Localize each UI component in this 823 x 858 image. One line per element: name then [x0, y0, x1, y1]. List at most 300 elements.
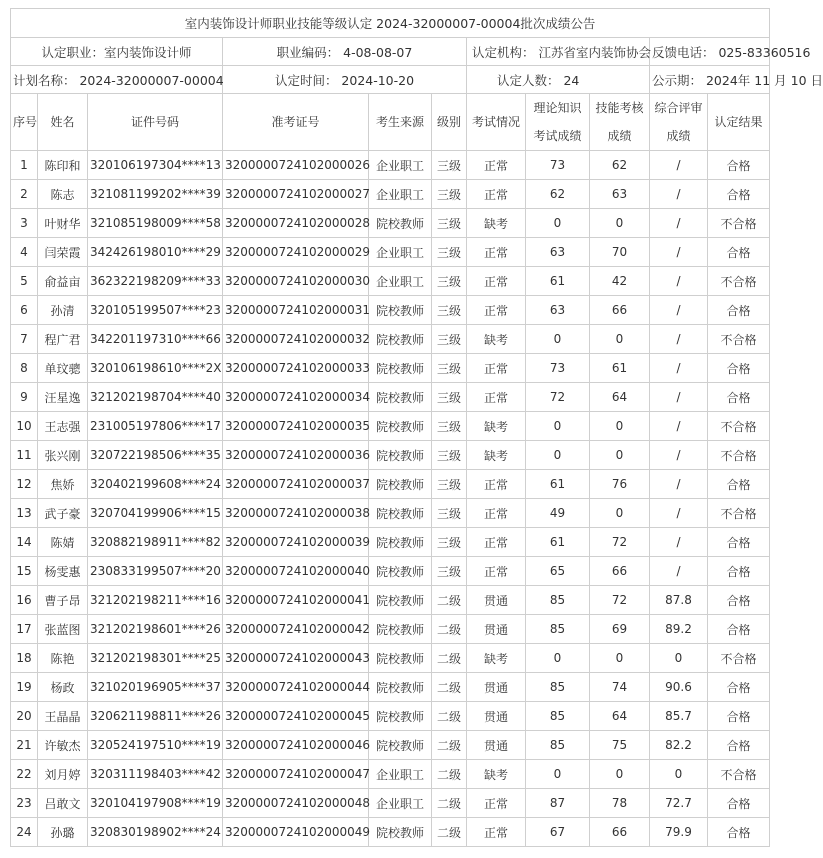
cell-result: 合格 — [708, 702, 770, 731]
score-table — [10, 8, 823, 847]
header-eval-line1: 综合评审 — [654, 101, 703, 115]
cell-source: 院校教师 — [369, 354, 432, 383]
cell-id: 320704199906****15 — [88, 499, 223, 528]
cell-name: 闫荣霞 — [38, 238, 88, 267]
cell-id: 321202198301****25 — [88, 644, 223, 673]
cell-status: 贯通 — [467, 702, 526, 731]
cell-source: 院校教师 — [369, 615, 432, 644]
cell-eval: / — [650, 180, 708, 209]
cell-eval: / — [650, 499, 708, 528]
table-row — [11, 209, 770, 238]
cell-theory: 85 — [526, 731, 590, 760]
cell-eval: / — [650, 412, 708, 441]
cell-ticket: 3200000724102000027 — [223, 180, 369, 209]
cell-ticket: 3200000724102000034 — [223, 383, 369, 412]
cell-status: 正常 — [467, 238, 526, 267]
cell-no: 1 — [11, 151, 38, 180]
cell-name: 曹子昂 — [38, 586, 88, 615]
cell-status: 缺考 — [467, 325, 526, 354]
cell-source: 企业职工 — [369, 151, 432, 180]
cell-status: 缺考 — [467, 644, 526, 673]
cell-theory: 85 — [526, 586, 590, 615]
cell-result: 合格 — [708, 731, 770, 760]
header-skill-line1: 技能考核 — [595, 101, 644, 115]
cell-ticket: 3200000724102000041 — [223, 586, 369, 615]
cell-eval: / — [650, 325, 708, 354]
cell-ticket: 3200000724102000038 — [223, 499, 369, 528]
cell-source: 院校教师 — [369, 499, 432, 528]
cell-status: 正常 — [467, 528, 526, 557]
cell-skill: 0 — [590, 441, 650, 470]
cell-status: 正常 — [467, 354, 526, 383]
cell-theory: 73 — [526, 151, 590, 180]
cell-id: 321085198009****58 — [88, 209, 223, 238]
cell-ticket: 3200000724102000033 — [223, 354, 369, 383]
cell-source: 企业职工 — [369, 238, 432, 267]
cell-result: 合格 — [708, 673, 770, 702]
cell-no: 15 — [11, 557, 38, 586]
cell-theory: 63 — [526, 296, 590, 325]
cell-status: 正常 — [467, 499, 526, 528]
cell-theory: 49 — [526, 499, 590, 528]
cell-eval: 79.9 — [650, 818, 708, 847]
table-row — [11, 528, 770, 557]
header-source: 考生来源 — [369, 94, 432, 151]
table-row — [11, 180, 770, 209]
cell-ticket: 3200000724102000037 — [223, 470, 369, 499]
cell-skill: 61 — [590, 354, 650, 383]
cell-level: 三级 — [432, 209, 467, 238]
cell-source: 企业职工 — [369, 267, 432, 296]
cell-eval: / — [650, 441, 708, 470]
cell-level: 二级 — [432, 644, 467, 673]
cell-theory: 0 — [526, 441, 590, 470]
header-theory-line2: 考试成绩 — [533, 129, 582, 143]
cell-source: 院校教师 — [369, 441, 432, 470]
header-eval — [650, 94, 708, 151]
cell-result: 合格 — [708, 586, 770, 615]
cell-ticket: 3200000724102000029 — [223, 238, 369, 267]
cell-result: 合格 — [708, 238, 770, 267]
cell-name: 王志强 — [38, 412, 88, 441]
cell-source: 院校教师 — [369, 702, 432, 731]
header-name: 姓名 — [38, 94, 88, 151]
cell-result: 不合格 — [708, 267, 770, 296]
cell-result: 合格 — [708, 296, 770, 325]
cell-ticket: 3200000724102000036 — [223, 441, 369, 470]
cell-result: 合格 — [708, 383, 770, 412]
cell-eval: / — [650, 354, 708, 383]
cell-result: 合格 — [708, 180, 770, 209]
cell-ticket: 3200000724102000035 — [223, 412, 369, 441]
cell-skill: 64 — [590, 383, 650, 412]
cell-skill: 0 — [590, 325, 650, 354]
cell-level: 三级 — [432, 470, 467, 499]
cell-level: 三级 — [432, 528, 467, 557]
cell-theory: 85 — [526, 673, 590, 702]
header-result: 认定结果 — [708, 94, 770, 151]
cell-name: 孙璐 — [38, 818, 88, 847]
cell-ticket: 3200000724102000026 — [223, 151, 369, 180]
cell-no: 16 — [11, 586, 38, 615]
cell-name: 张蓝图 — [38, 615, 88, 644]
meta-count: 认定人数： 24 — [467, 66, 650, 94]
cell-source: 院校教师 — [369, 383, 432, 412]
table-row — [11, 470, 770, 499]
table-row — [11, 586, 770, 615]
cell-id: 321020196905****37 — [88, 673, 223, 702]
cell-name: 许敏杰 — [38, 731, 88, 760]
cell-eval: 82.2 — [650, 731, 708, 760]
meta-plan: 计划名称： 2024-32000007-00004 — [11, 66, 223, 94]
cell-level: 三级 — [432, 383, 467, 412]
cell-no: 6 — [11, 296, 38, 325]
cell-status: 缺考 — [467, 412, 526, 441]
cell-eval: / — [650, 151, 708, 180]
cell-status: 正常 — [467, 818, 526, 847]
cell-level: 三级 — [432, 267, 467, 296]
cell-level: 三级 — [432, 325, 467, 354]
header-level: 级别 — [432, 94, 467, 151]
cell-theory: 85 — [526, 615, 590, 644]
cell-skill: 69 — [590, 615, 650, 644]
cell-theory: 67 — [526, 818, 590, 847]
cell-name: 吕敢文 — [38, 789, 88, 818]
cell-skill: 0 — [590, 412, 650, 441]
cell-theory: 65 — [526, 557, 590, 586]
table-row — [11, 296, 770, 325]
cell-source: 院校教师 — [369, 325, 432, 354]
cell-eval: 0 — [650, 760, 708, 789]
cell-level: 三级 — [432, 412, 467, 441]
header-status: 考试情况 — [467, 94, 526, 151]
meta-row-2 — [11, 66, 770, 94]
cell-no: 13 — [11, 499, 38, 528]
cell-id: 320106197304****13 — [88, 151, 223, 180]
cell-skill: 74 — [590, 673, 650, 702]
table-row — [11, 818, 770, 847]
cell-skill: 64 — [590, 702, 650, 731]
header-id: 证件号码 — [88, 94, 223, 151]
cell-name: 杨雯惠 — [38, 557, 88, 586]
cell-skill: 76 — [590, 470, 650, 499]
cell-ticket: 3200000724102000043 — [223, 644, 369, 673]
cell-level: 二级 — [432, 615, 467, 644]
cell-result: 不合格 — [708, 325, 770, 354]
cell-level: 三级 — [432, 354, 467, 383]
cell-eval: / — [650, 470, 708, 499]
table-row — [11, 412, 770, 441]
table-row — [11, 441, 770, 470]
meta-phone: 反馈电话： 025-83360516 — [650, 38, 770, 66]
table-row — [11, 151, 770, 180]
cell-level: 二级 — [432, 760, 467, 789]
cell-result: 合格 — [708, 789, 770, 818]
cell-ticket: 3200000724102000042 — [223, 615, 369, 644]
cell-status: 正常 — [467, 267, 526, 296]
cell-result: 合格 — [708, 615, 770, 644]
cell-no: 19 — [11, 673, 38, 702]
cell-theory: 87 — [526, 789, 590, 818]
cell-level: 二级 — [432, 789, 467, 818]
cell-no: 20 — [11, 702, 38, 731]
cell-status: 贯通 — [467, 673, 526, 702]
cell-eval: / — [650, 557, 708, 586]
cell-ticket: 3200000724102000040 — [223, 557, 369, 586]
cell-level: 三级 — [432, 441, 467, 470]
cell-id: 320830198902****24 — [88, 818, 223, 847]
cell-name: 张兴刚 — [38, 441, 88, 470]
cell-theory: 61 — [526, 267, 590, 296]
cell-source: 院校教师 — [369, 586, 432, 615]
cell-status: 缺考 — [467, 760, 526, 789]
cell-name: 焦娇 — [38, 470, 88, 499]
cell-level: 二级 — [432, 818, 467, 847]
cell-no: 18 — [11, 644, 38, 673]
cell-name: 王晶晶 — [38, 702, 88, 731]
cell-id: 320524197510****19 — [88, 731, 223, 760]
cell-level: 二级 — [432, 673, 467, 702]
cell-eval: 72.7 — [650, 789, 708, 818]
cell-no: 22 — [11, 760, 38, 789]
cell-source: 院校教师 — [369, 557, 432, 586]
cell-no: 5 — [11, 267, 38, 296]
cell-theory: 62 — [526, 180, 590, 209]
cell-status: 正常 — [467, 557, 526, 586]
table-row — [11, 673, 770, 702]
meta-org: 认定机构： 江苏省室内装饰协会 — [467, 38, 650, 66]
cell-skill: 0 — [590, 760, 650, 789]
cell-theory: 85 — [526, 702, 590, 731]
cell-ticket: 3200000724102000049 — [223, 818, 369, 847]
header-no: 序号 — [11, 94, 38, 151]
table-row — [11, 557, 770, 586]
cell-status: 贯通 — [467, 615, 526, 644]
table-row — [11, 615, 770, 644]
cell-id: 321202198211****16 — [88, 586, 223, 615]
cell-skill: 78 — [590, 789, 650, 818]
cell-eval: / — [650, 238, 708, 267]
cell-level: 二级 — [432, 702, 467, 731]
cell-theory: 63 — [526, 238, 590, 267]
cell-skill: 66 — [590, 296, 650, 325]
cell-no: 12 — [11, 470, 38, 499]
meta-period: 公示期： 2024年 11 月 10 日 — [650, 66, 770, 94]
cell-ticket: 3200000724102000045 — [223, 702, 369, 731]
cell-source: 院校教师 — [369, 412, 432, 441]
cell-skill: 42 — [590, 267, 650, 296]
cell-no: 9 — [11, 383, 38, 412]
cell-no: 10 — [11, 412, 38, 441]
cell-result: 合格 — [708, 470, 770, 499]
cell-level: 二级 — [432, 586, 467, 615]
cell-no: 11 — [11, 441, 38, 470]
cell-name: 程广君 — [38, 325, 88, 354]
table-row — [11, 760, 770, 789]
cell-theory: 72 — [526, 383, 590, 412]
header-theory — [526, 94, 590, 151]
cell-result: 合格 — [708, 151, 770, 180]
cell-eval: 0 — [650, 644, 708, 673]
cell-name: 陈志 — [38, 180, 88, 209]
cell-eval: / — [650, 296, 708, 325]
cell-id: 320106198610****2X — [88, 354, 223, 383]
cell-theory: 0 — [526, 412, 590, 441]
cell-no: 2 — [11, 180, 38, 209]
table-row — [11, 702, 770, 731]
cell-eval: 90.6 — [650, 673, 708, 702]
cell-result: 不合格 — [708, 644, 770, 673]
cell-id: 320882198911****82 — [88, 528, 223, 557]
cell-eval: / — [650, 267, 708, 296]
cell-result: 合格 — [708, 818, 770, 847]
cell-ticket: 3200000724102000046 — [223, 731, 369, 760]
table-row — [11, 499, 770, 528]
cell-ticket: 3200000724102000028 — [223, 209, 369, 238]
cell-skill: 0 — [590, 644, 650, 673]
cell-eval: 85.7 — [650, 702, 708, 731]
cell-name: 刘月婷 — [38, 760, 88, 789]
cell-theory: 0 — [526, 325, 590, 354]
meta-row-1 — [11, 38, 770, 66]
cell-skill: 66 — [590, 818, 650, 847]
cell-name: 陈印和 — [38, 151, 88, 180]
cell-source: 院校教师 — [369, 470, 432, 499]
cell-id: 320311198403****42 — [88, 760, 223, 789]
cell-level: 三级 — [432, 557, 467, 586]
cell-ticket: 3200000724102000039 — [223, 528, 369, 557]
table-row — [11, 267, 770, 296]
cell-result: 不合格 — [708, 760, 770, 789]
cell-eval: 87.8 — [650, 586, 708, 615]
cell-id: 320402199608****24 — [88, 470, 223, 499]
cell-eval: / — [650, 209, 708, 238]
cell-result: 合格 — [708, 557, 770, 586]
cell-status: 贯通 — [467, 731, 526, 760]
cell-name: 孙清 — [38, 296, 88, 325]
table-row — [11, 731, 770, 760]
header-skill — [590, 94, 650, 151]
cell-id: 321202198704****40 — [88, 383, 223, 412]
header-theory-line1: 理论知识 — [533, 101, 582, 115]
page-title: 室内装饰设计师职业技能等级认定 2024-32000007-00004批次成绩公告 — [11, 9, 770, 38]
cell-source: 企业职工 — [369, 789, 432, 818]
cell-id: 342426198010****29 — [88, 238, 223, 267]
cell-id: 320621198811****26 — [88, 702, 223, 731]
cell-ticket: 3200000724102000031 — [223, 296, 369, 325]
cell-id: 362322198209****33 — [88, 267, 223, 296]
cell-status: 缺考 — [467, 209, 526, 238]
cell-status: 缺考 — [467, 441, 526, 470]
cell-status: 正常 — [467, 180, 526, 209]
meta-code: 职业编码： 4-08-08-07 — [223, 38, 467, 66]
cell-ticket: 3200000724102000030 — [223, 267, 369, 296]
cell-skill: 70 — [590, 238, 650, 267]
table-row — [11, 789, 770, 818]
cell-ticket: 3200000724102000048 — [223, 789, 369, 818]
cell-skill: 72 — [590, 528, 650, 557]
cell-level: 三级 — [432, 238, 467, 267]
cell-name: 陈艳 — [38, 644, 88, 673]
header-skill-line2: 成绩 — [607, 129, 632, 143]
cell-level: 三级 — [432, 180, 467, 209]
cell-name: 陈婧 — [38, 528, 88, 557]
cell-no: 23 — [11, 789, 38, 818]
cell-no: 7 — [11, 325, 38, 354]
cell-source: 院校教师 — [369, 731, 432, 760]
cell-status: 正常 — [467, 383, 526, 412]
table-row — [11, 644, 770, 673]
cell-ticket: 3200000724102000047 — [223, 760, 369, 789]
cell-no: 21 — [11, 731, 38, 760]
cell-result: 合格 — [708, 528, 770, 557]
cell-source: 院校教师 — [369, 296, 432, 325]
table-row — [11, 238, 770, 267]
cell-source: 院校教师 — [369, 673, 432, 702]
cell-skill: 72 — [590, 586, 650, 615]
cell-source: 院校教师 — [369, 644, 432, 673]
cell-name: 武子豪 — [38, 499, 88, 528]
cell-source: 企业职工 — [369, 760, 432, 789]
cell-result: 不合格 — [708, 499, 770, 528]
meta-occupation: 认定职业：室内装饰设计师 — [11, 38, 223, 66]
cell-theory: 0 — [526, 760, 590, 789]
cell-status: 正常 — [467, 470, 526, 499]
cell-no: 3 — [11, 209, 38, 238]
cell-id: 342201197310****66 — [88, 325, 223, 354]
cell-no: 24 — [11, 818, 38, 847]
meta-time: 认定时间： 2024-10-20 — [223, 66, 467, 94]
table-row — [11, 383, 770, 412]
cell-source: 院校教师 — [369, 528, 432, 557]
cell-name: 汪星逸 — [38, 383, 88, 412]
table-row — [11, 325, 770, 354]
cell-no: 14 — [11, 528, 38, 557]
cell-ticket: 3200000724102000044 — [223, 673, 369, 702]
cell-skill: 0 — [590, 209, 650, 238]
cell-id: 321081199202****39 — [88, 180, 223, 209]
cell-status: 正常 — [467, 151, 526, 180]
cell-no: 17 — [11, 615, 38, 644]
cell-id: 320105199507****23 — [88, 296, 223, 325]
cell-source: 院校教师 — [369, 818, 432, 847]
cell-level: 三级 — [432, 151, 467, 180]
cell-status: 贯通 — [467, 586, 526, 615]
cell-theory: 0 — [526, 644, 590, 673]
table-row — [11, 354, 770, 383]
cell-status: 正常 — [467, 789, 526, 818]
title-row — [11, 9, 770, 38]
cell-result: 不合格 — [708, 209, 770, 238]
header-eval-line2: 成绩 — [666, 129, 691, 143]
cell-status: 正常 — [467, 296, 526, 325]
header-row — [11, 94, 770, 151]
cell-id: 231005197806****17 — [88, 412, 223, 441]
cell-no: 8 — [11, 354, 38, 383]
cell-theory: 61 — [526, 470, 590, 499]
cell-level: 三级 — [432, 296, 467, 325]
cell-name: 叶财华 — [38, 209, 88, 238]
cell-result: 不合格 — [708, 412, 770, 441]
cell-eval: / — [650, 528, 708, 557]
cell-theory: 73 — [526, 354, 590, 383]
cell-skill: 66 — [590, 557, 650, 586]
cell-name: 杨政 — [38, 673, 88, 702]
cell-ticket: 3200000724102000032 — [223, 325, 369, 354]
cell-eval: / — [650, 383, 708, 412]
cell-result: 合格 — [708, 354, 770, 383]
header-ticket: 准考证号 — [223, 94, 369, 151]
